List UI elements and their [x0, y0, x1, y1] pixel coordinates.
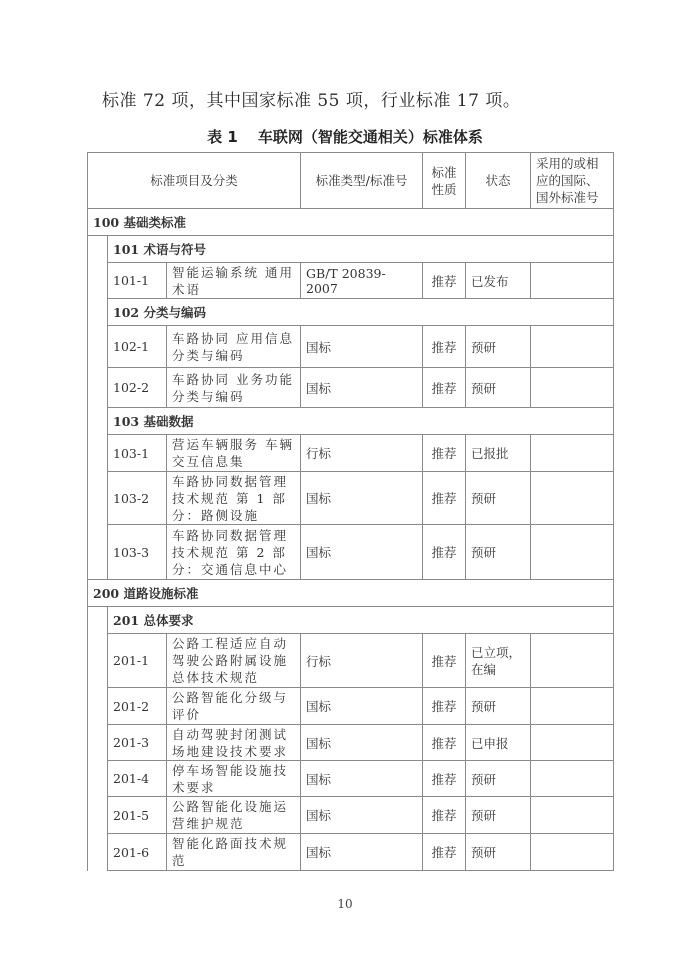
- row-ref: [531, 834, 614, 871]
- row-nature: 推荐: [423, 634, 466, 688]
- row-name: 车路协同数据管理技术规范 第 1 部分：路侧设施: [167, 472, 301, 525]
- row-ref: [531, 435, 614, 472]
- table-title: 车联网（智能交通相关）标准体系: [257, 128, 483, 146]
- group-row: [88, 408, 614, 435]
- group-title: 201 总体要求: [108, 607, 614, 634]
- row-name: 营运车辆服务 车辆交互信息集: [167, 435, 301, 472]
- row-nature: 推荐: [423, 326, 466, 368]
- table-row: [88, 525, 614, 580]
- row-id: 201-1: [108, 634, 167, 688]
- table-row: [88, 834, 614, 871]
- row-name: 车路协同 业务功能分类与编码: [167, 368, 301, 408]
- row-type: 国标: [301, 834, 423, 871]
- row-id: 201-5: [108, 797, 167, 834]
- table-row: [88, 263, 614, 299]
- row-name: 车路协同 应用信息分类与编码: [167, 326, 301, 368]
- row-name: 公路工程适应自动驾驶公路附属设施总体技术规范: [167, 634, 301, 688]
- row-name: 车路协同数据管理技术规范 第 2 部分：交通信息中心: [167, 525, 301, 580]
- row-type: 国标: [301, 368, 423, 408]
- section-title: 100 基础类标准: [88, 209, 614, 236]
- row-type: 国标: [301, 761, 423, 797]
- row-type: 国标: [301, 525, 423, 580]
- row-name: 公路智能化设施运营维护规范: [167, 797, 301, 834]
- table-caption: [0, 126, 690, 147]
- row-type: 国标: [301, 472, 423, 525]
- row-status: 预研: [466, 761, 531, 797]
- table-row: [88, 368, 614, 408]
- row-status: 已立项，在编: [466, 634, 531, 688]
- row-id: 103-3: [108, 525, 167, 580]
- group-row: [88, 236, 614, 263]
- section-title: 200 道路设施标准: [88, 580, 614, 607]
- group-row: [88, 299, 614, 326]
- row-status: 预研: [466, 326, 531, 368]
- row-name: 自动驾驶封闭测试场地建设技术要求: [167, 725, 301, 761]
- group-row: [88, 607, 614, 634]
- row-id: 101-1: [108, 263, 167, 299]
- row-ref: [531, 725, 614, 761]
- row-nature: 推荐: [423, 761, 466, 797]
- table-row: [88, 634, 614, 688]
- row-status: 已报批: [466, 435, 531, 472]
- section-row: [88, 580, 614, 607]
- row-id: 103-1: [108, 435, 167, 472]
- row-id: 201-4: [108, 761, 167, 797]
- row-ref: [531, 326, 614, 368]
- row-ref: [531, 368, 614, 408]
- row-nature: 推荐: [423, 688, 466, 725]
- row-nature: 推荐: [423, 435, 466, 472]
- row-nature: 推荐: [423, 525, 466, 580]
- row-name: 停车场智能设施技术要求: [167, 761, 301, 797]
- standards-table: [87, 152, 614, 871]
- page-number: 10: [337, 897, 353, 911]
- header-row: [88, 153, 614, 209]
- header-nature: 标准 性质: [423, 153, 466, 209]
- row-nature: 推荐: [423, 725, 466, 761]
- group-title: 102 分类与编码: [108, 299, 614, 326]
- table-row: [88, 688, 614, 725]
- row-name: 智能运输系统 通用术语: [167, 263, 301, 299]
- row-ref: [531, 525, 614, 580]
- section-row: [88, 209, 614, 236]
- indent-cell: [88, 607, 108, 871]
- row-nature: 推荐: [423, 834, 466, 871]
- row-nature: 推荐: [423, 472, 466, 525]
- row-ref: [531, 634, 614, 688]
- table-row: [88, 326, 614, 368]
- row-ref: [531, 688, 614, 725]
- row-id: 102-1: [108, 326, 167, 368]
- table-label: 表 1: [207, 128, 238, 146]
- row-nature: 推荐: [423, 797, 466, 834]
- row-type: 行标: [301, 435, 423, 472]
- row-nature: 推荐: [423, 263, 466, 299]
- indent-cell: [88, 236, 108, 580]
- header-status: 状态: [466, 153, 531, 209]
- header-ref: 采用的或相 应的国际、 国外标准号: [531, 153, 614, 209]
- row-status: 预研: [466, 834, 531, 871]
- row-name: 公路智能化分级与评价: [167, 688, 301, 725]
- table-row: [88, 797, 614, 834]
- row-status: 已发布: [466, 263, 531, 299]
- row-status: 预研: [466, 368, 531, 408]
- row-ref: [531, 472, 614, 525]
- table-row: [88, 435, 614, 472]
- row-status: 预研: [466, 688, 531, 725]
- row-type: 国标: [301, 725, 423, 761]
- header-type: 标准类型/标准号: [301, 153, 423, 209]
- group-title: 101 术语与符号: [108, 236, 614, 263]
- row-name: 智能化路面技术规范: [167, 834, 301, 871]
- row-ref: [531, 761, 614, 797]
- table-row: [88, 725, 614, 761]
- row-status: 预研: [466, 797, 531, 834]
- row-id: 201-6: [108, 834, 167, 871]
- row-nature: 推荐: [423, 368, 466, 408]
- row-type: 国标: [301, 688, 423, 725]
- row-status: 预研: [466, 525, 531, 580]
- row-status: 预研: [466, 472, 531, 525]
- row-ref: [531, 797, 614, 834]
- row-id: 103-2: [108, 472, 167, 525]
- intro-paragraph: 标准 72 项，其中国家标准 55 项，行业标准 17 项。: [102, 91, 521, 111]
- group-title: 103 基础数据: [108, 408, 614, 435]
- row-type: GB/T 20839-2007: [301, 263, 423, 299]
- row-type: 国标: [301, 797, 423, 834]
- row-ref: [531, 263, 614, 299]
- row-id: 201-2: [108, 688, 167, 725]
- row-id: 102-2: [108, 368, 167, 408]
- table-row: [88, 472, 614, 525]
- row-id: 201-3: [108, 725, 167, 761]
- table-row: [88, 761, 614, 797]
- row-type: 国标: [301, 326, 423, 368]
- row-status: 已申报: [466, 725, 531, 761]
- row-type: 行标: [301, 634, 423, 688]
- header-item: 标准项目及分类: [88, 153, 301, 209]
